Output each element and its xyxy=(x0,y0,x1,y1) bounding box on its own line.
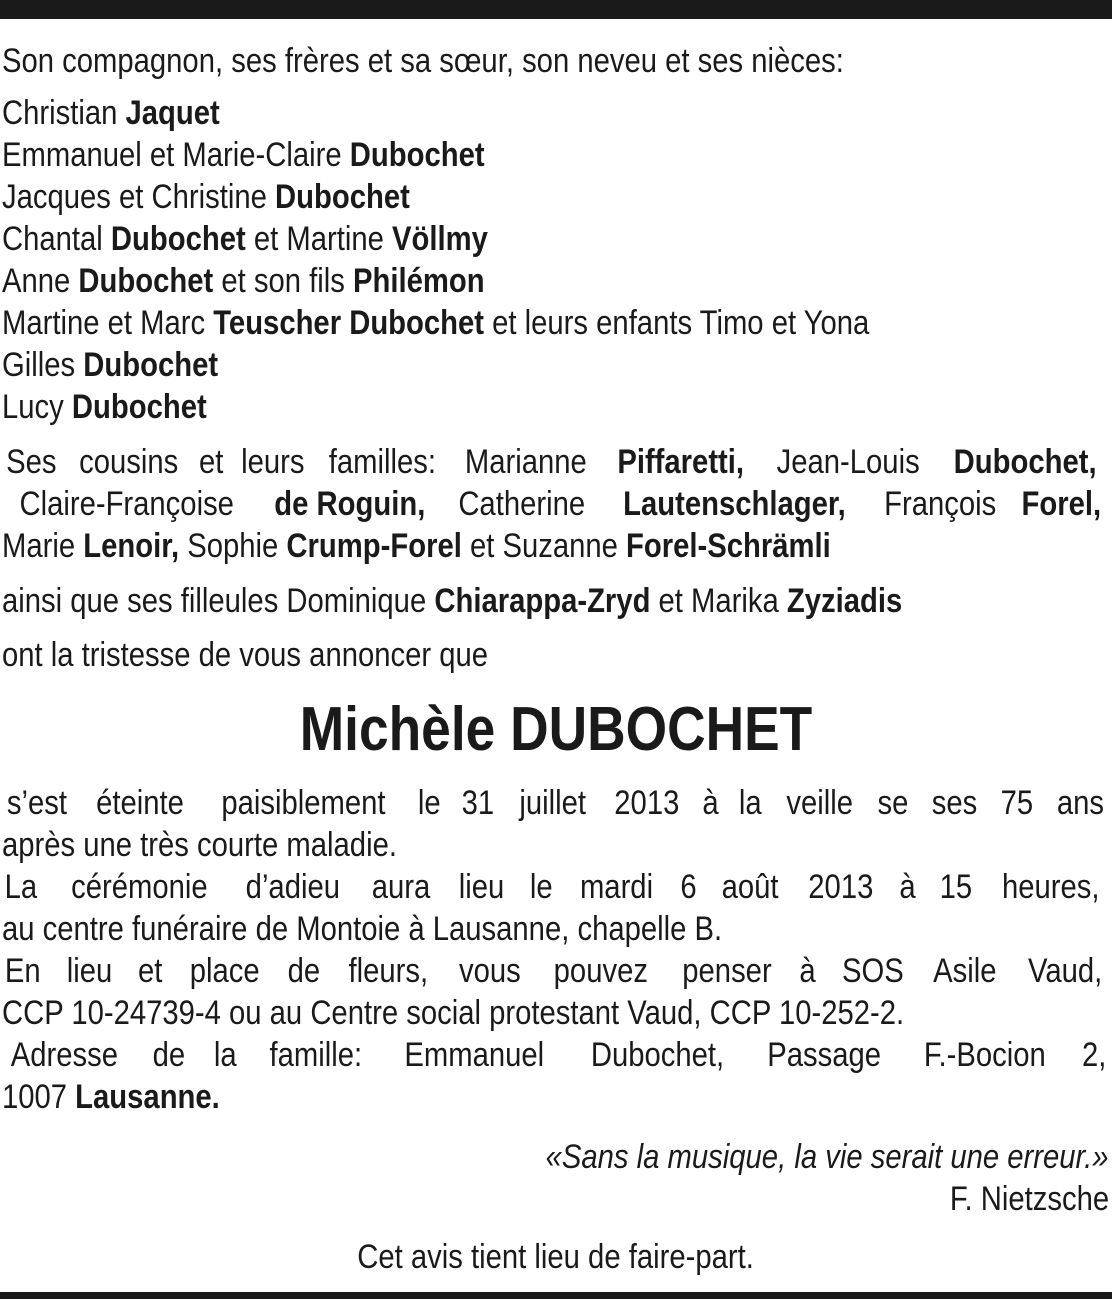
word: de xyxy=(153,1036,186,1074)
word: le xyxy=(529,868,553,906)
word: lieu xyxy=(66,952,113,990)
surname: Crump-Forel xyxy=(286,527,462,565)
word: vous xyxy=(459,952,521,990)
first-names: Chantal xyxy=(2,220,111,258)
family-line xyxy=(2,260,953,302)
word: 75 xyxy=(1000,784,1034,822)
word: à xyxy=(899,868,916,906)
family-line xyxy=(2,386,953,428)
word: cérémonie xyxy=(70,868,208,906)
first-name: Sophie xyxy=(179,527,287,565)
word: SOS xyxy=(841,952,904,990)
word xyxy=(624,483,847,525)
word: et xyxy=(137,952,163,990)
word: En xyxy=(4,952,41,990)
body-p2-line-1 xyxy=(2,866,1108,908)
surname: Dubochet xyxy=(83,346,219,384)
word: lieu xyxy=(458,868,505,906)
surname: Teuscher Dubochet xyxy=(213,304,485,342)
word: François xyxy=(883,485,996,523)
word: Ses xyxy=(6,443,57,481)
first-names: Emmanuel et Marie-Claire xyxy=(2,136,350,174)
bottom-rule xyxy=(0,1292,1112,1299)
word: la xyxy=(739,784,762,822)
first-names: Anne xyxy=(2,262,79,300)
word: éteinte xyxy=(96,784,184,822)
deceased-name-heading xyxy=(0,694,1112,766)
top-rule xyxy=(0,0,1112,19)
word: la xyxy=(213,1036,237,1074)
surname: Lenoir, xyxy=(83,527,180,565)
family-line xyxy=(2,218,953,260)
surname: Piffaretti, xyxy=(617,443,745,481)
word: cousins xyxy=(79,443,179,481)
word: ans xyxy=(1056,784,1105,822)
word: 2013 xyxy=(808,868,874,906)
word: juillet xyxy=(519,784,587,822)
word: Jean-Louis xyxy=(776,443,920,481)
first-names: Jacques et Christine xyxy=(2,178,276,216)
body-p2-line-2: au centre funéraire de Montoie à Lausanne, chapelle B. xyxy=(2,910,723,948)
body-p3-line-1 xyxy=(2,950,1108,992)
word: F.-Bocion xyxy=(924,1036,1046,1074)
postcode: 1007 xyxy=(2,1078,76,1116)
word xyxy=(617,441,744,483)
surname: Dubochet, xyxy=(953,443,1097,481)
word: heures, xyxy=(1002,868,1100,906)
body-p3-line-2: CCP 10-24739-4 ou au Centre social protestant Vaud, CCP 10-252-2. xyxy=(2,994,905,1032)
word: veille xyxy=(786,784,853,822)
connector: et leurs enfants Timo et Yona xyxy=(484,304,870,342)
closing-note xyxy=(0,1236,1112,1278)
connector: et Martine xyxy=(245,220,393,258)
word: s’est xyxy=(6,784,68,822)
word: Marianne xyxy=(464,443,587,481)
word: à xyxy=(702,784,720,822)
announce-line: ont la tristesse de vous annoncer que xyxy=(2,636,489,674)
word: à xyxy=(799,952,816,990)
word: et xyxy=(198,443,224,481)
first-names: Lucy xyxy=(2,388,72,426)
surname: Dubochet xyxy=(349,136,485,174)
surname: Jaquet xyxy=(125,94,220,132)
word: ses xyxy=(932,784,978,822)
word: Passage xyxy=(767,1036,882,1074)
family-line xyxy=(2,302,953,344)
word: Emmanuel xyxy=(404,1036,545,1074)
first-names: Christian xyxy=(2,94,126,132)
word: La xyxy=(4,868,38,906)
lead-text: ainsi que ses filleules Dominique xyxy=(2,582,435,620)
surname: Dubochet xyxy=(71,388,207,426)
word: Vaud, xyxy=(1027,952,1102,990)
word: place xyxy=(189,952,260,990)
word: Catherine xyxy=(458,485,585,523)
word: penser xyxy=(682,952,772,990)
word: 2013 xyxy=(614,784,680,822)
closing-text: Cet avis tient lieu de faire-part. xyxy=(357,1238,755,1276)
deceased-name: Michèle DUBOCHET xyxy=(299,695,813,764)
surname: Dubochet xyxy=(110,220,246,258)
first-names: Martine et Marc xyxy=(2,304,214,342)
word: 15 xyxy=(939,868,973,906)
body-p4-line-1 xyxy=(2,1034,1108,1076)
cousins-line-2 xyxy=(2,483,1108,525)
word xyxy=(953,441,1096,483)
word: 2, xyxy=(1081,1036,1106,1074)
word xyxy=(274,483,425,525)
word: familles: xyxy=(328,443,436,481)
connector: et Suzanne xyxy=(461,527,627,565)
word: Asile xyxy=(933,952,997,990)
family-line xyxy=(2,344,953,386)
word: fleurs, xyxy=(348,952,429,990)
word: Adresse xyxy=(10,1036,119,1074)
quote-text: «Sans la musique, la vie serait une erreur.» xyxy=(546,1138,1109,1176)
word: pouvez xyxy=(553,952,648,990)
family-line xyxy=(2,92,953,134)
word: Claire-Françoise xyxy=(19,485,234,523)
word: paisiblement xyxy=(221,784,386,822)
cousins-line-3 xyxy=(2,525,953,567)
surname: Völlmy xyxy=(392,220,488,258)
body-p1-line-1 xyxy=(2,782,1108,824)
surname: Dubochet xyxy=(275,178,410,216)
first-name: Marie xyxy=(2,527,84,565)
surname: Dubochet xyxy=(78,262,214,300)
family-line xyxy=(2,134,953,176)
connector: et Marika xyxy=(650,582,787,620)
surname: de Roguin, xyxy=(274,485,426,523)
word: d’adieu xyxy=(245,868,340,906)
cousins-line-1 xyxy=(2,441,1108,483)
word: de xyxy=(287,952,320,990)
surname: Zyziadis xyxy=(786,582,903,620)
intro-line: Son compagnon, ses frères et sa sœur, son neveu et ses nièces: xyxy=(2,42,844,80)
city: Lausanne. xyxy=(75,1078,220,1116)
word: 31 xyxy=(462,784,495,822)
word: 6 xyxy=(679,868,697,906)
body-p1-line-2: après une très courte maladie. xyxy=(2,826,397,864)
connector: et son fils xyxy=(213,262,354,300)
word: aura xyxy=(372,868,431,906)
quote-author: F. Nietzsche xyxy=(949,1180,1109,1218)
word: se xyxy=(877,784,909,822)
godchildren-line xyxy=(2,580,953,622)
word: le xyxy=(417,784,441,822)
child-name: Philémon xyxy=(353,262,485,300)
family-line xyxy=(2,176,953,218)
first-names: Gilles xyxy=(2,346,84,384)
word xyxy=(1022,483,1102,525)
word: leurs xyxy=(240,443,305,481)
word: famille: xyxy=(269,1036,363,1074)
surname: Forel-Schrämli xyxy=(626,527,831,565)
surname: Chiarappa-Zryd xyxy=(434,582,651,620)
surname: Forel, xyxy=(1021,485,1102,523)
body-p4-line-2 xyxy=(2,1076,953,1118)
surname: Lautenschlager, xyxy=(623,485,847,523)
word: mardi xyxy=(579,868,653,906)
word: août xyxy=(721,868,779,906)
word: Dubochet, xyxy=(590,1036,724,1074)
